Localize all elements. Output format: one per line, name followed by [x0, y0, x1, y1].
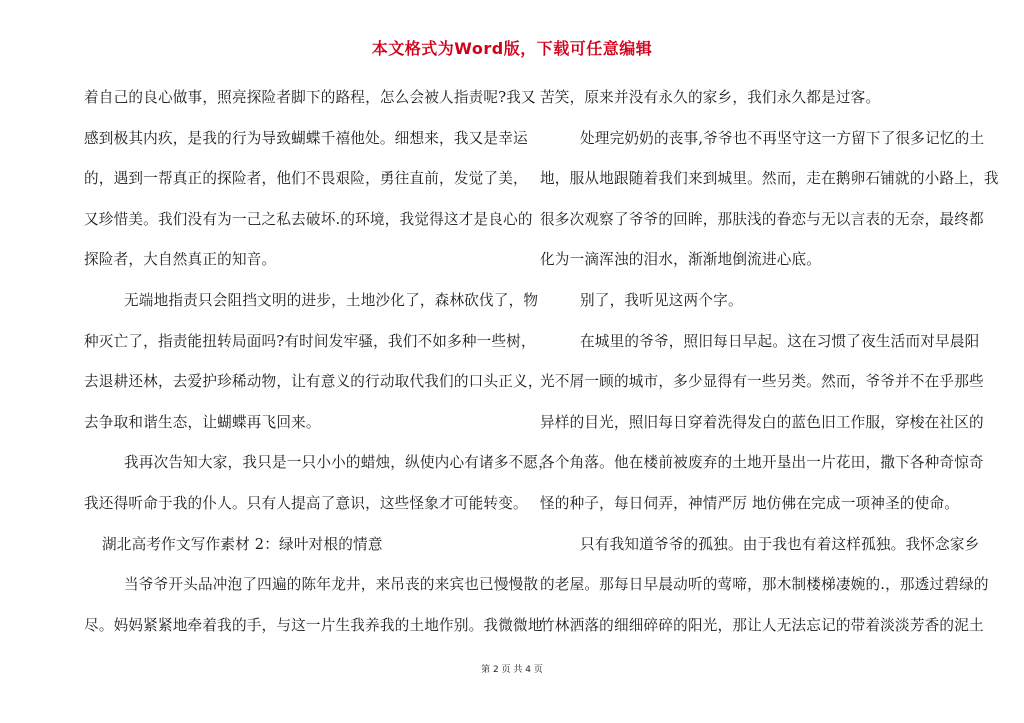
text-line: 我再次告知大家，我只是一只小小的蜡烛，纵使内心有诸多不愿，: [124, 454, 554, 472]
text-line: 种灭亡了，指责能扭转局面吗?有时间发牢骚，我们不如多种一些树，: [84, 332, 536, 350]
text-line: 异样的目光，照旧每日穿着洗得发白的蓝色旧工作服，穿梭在社区的: [540, 413, 984, 431]
text-line: 怪的种子，每日伺弄，神情严厉 地仿佛在完成一项神圣的使命。: [540, 494, 960, 512]
text-line: 处理完奶奶的丧事,爷爷也不再坚守这一方留下了很多记忆的土: [580, 129, 985, 147]
text-line: 在城里的爷爷，照旧每日早起。这在习惯了夜生活而对早晨阳: [580, 332, 980, 350]
text-line: 去争取和谐生态，让蝴蝶再飞回来。: [84, 413, 321, 431]
text-line: 我还得听命于我的仆人。只有人提高了意识，这些怪象才可能转变。: [84, 494, 528, 512]
text-line: 各个角落。他在楼前被废弃的土地开垦出一片花田，撒下各种奇惊奇: [540, 454, 984, 472]
text-line: 光不屑一顾的城市，多少显得有一些另类。然而，爷爷并不在乎那些: [540, 373, 984, 391]
text-line: 竹林洒落的细细碎碎的阳光，那让人无法忘记的带着淡淡芳香的泥土: [540, 616, 984, 634]
text-line: 的老屋。那每日早晨动听的莺啼，那木制楼梯凄婉的.，那透过碧绿的: [540, 576, 989, 594]
left-text-column: [84, 78, 554, 646]
section-subheading: 湖北高考作文写作素材 2：绿叶对根的情意: [102, 535, 383, 553]
text-line: 去退耕还林，去爱护珍稀动物，让有意义的行动取代我们的口头正义，: [84, 373, 543, 391]
text-line: 别了，我听见这两个字。: [580, 291, 743, 309]
page-number-footer: 第 2 页 共 4 页: [481, 665, 543, 675]
text-line: 只有我知道爷爷的孤独。由于我也有着这样孤独。我怀念家乡: [580, 535, 980, 553]
text-line: 尽。妈妈紧紧地牵着我的手，与这一片生我养我的土地作别。我微微地: [84, 616, 543, 634]
text-line: 又珍惜美。我们没有为一己之私去破坏.的环境，我觉得这才是良心的: [84, 210, 533, 228]
text-line: 探险者，大自然真正的知音。: [84, 251, 277, 269]
text-line: 无端地指责只会阻挡文明的进步，土地沙化了，森林砍伐了，物: [124, 291, 539, 309]
right-text-column: [540, 78, 999, 646]
document-header-title: 本文格式为Word版，下载可任意编辑: [371, 39, 653, 58]
text-line: 化为一滴浑浊的泪水，渐渐地倒流进心底。: [540, 251, 822, 269]
text-line: 的，遇到一帮真正的探险者，他们不畏艰险，勇往直前，发觉了美，: [84, 170, 528, 188]
text-line: 地，服从地跟随着我们来到城里。然而，走在鹅卵石铺就的小路上，我: [540, 170, 999, 188]
text-line: 当爷爷开头品冲泡了四遍的陈年龙井，来吊丧的来宾也已慢慢散: [124, 576, 539, 594]
text-line: 感到极其内疚，是我的行为导致蝴蝶千禧他处。细想来，我又是幸运: [84, 129, 528, 147]
text-line: 苦笑，原来并没有永久的家乡，我们永久都是过客。: [540, 89, 881, 106]
text-line: 着自己的良心做事，照亮探险者脚下的路程，怎么会被人指责呢?我又: [84, 89, 536, 106]
text-line: 很多次观察了爷爷的回眸，那肤浅的眷恋与无以言表的无奈，最终都: [540, 210, 984, 228]
